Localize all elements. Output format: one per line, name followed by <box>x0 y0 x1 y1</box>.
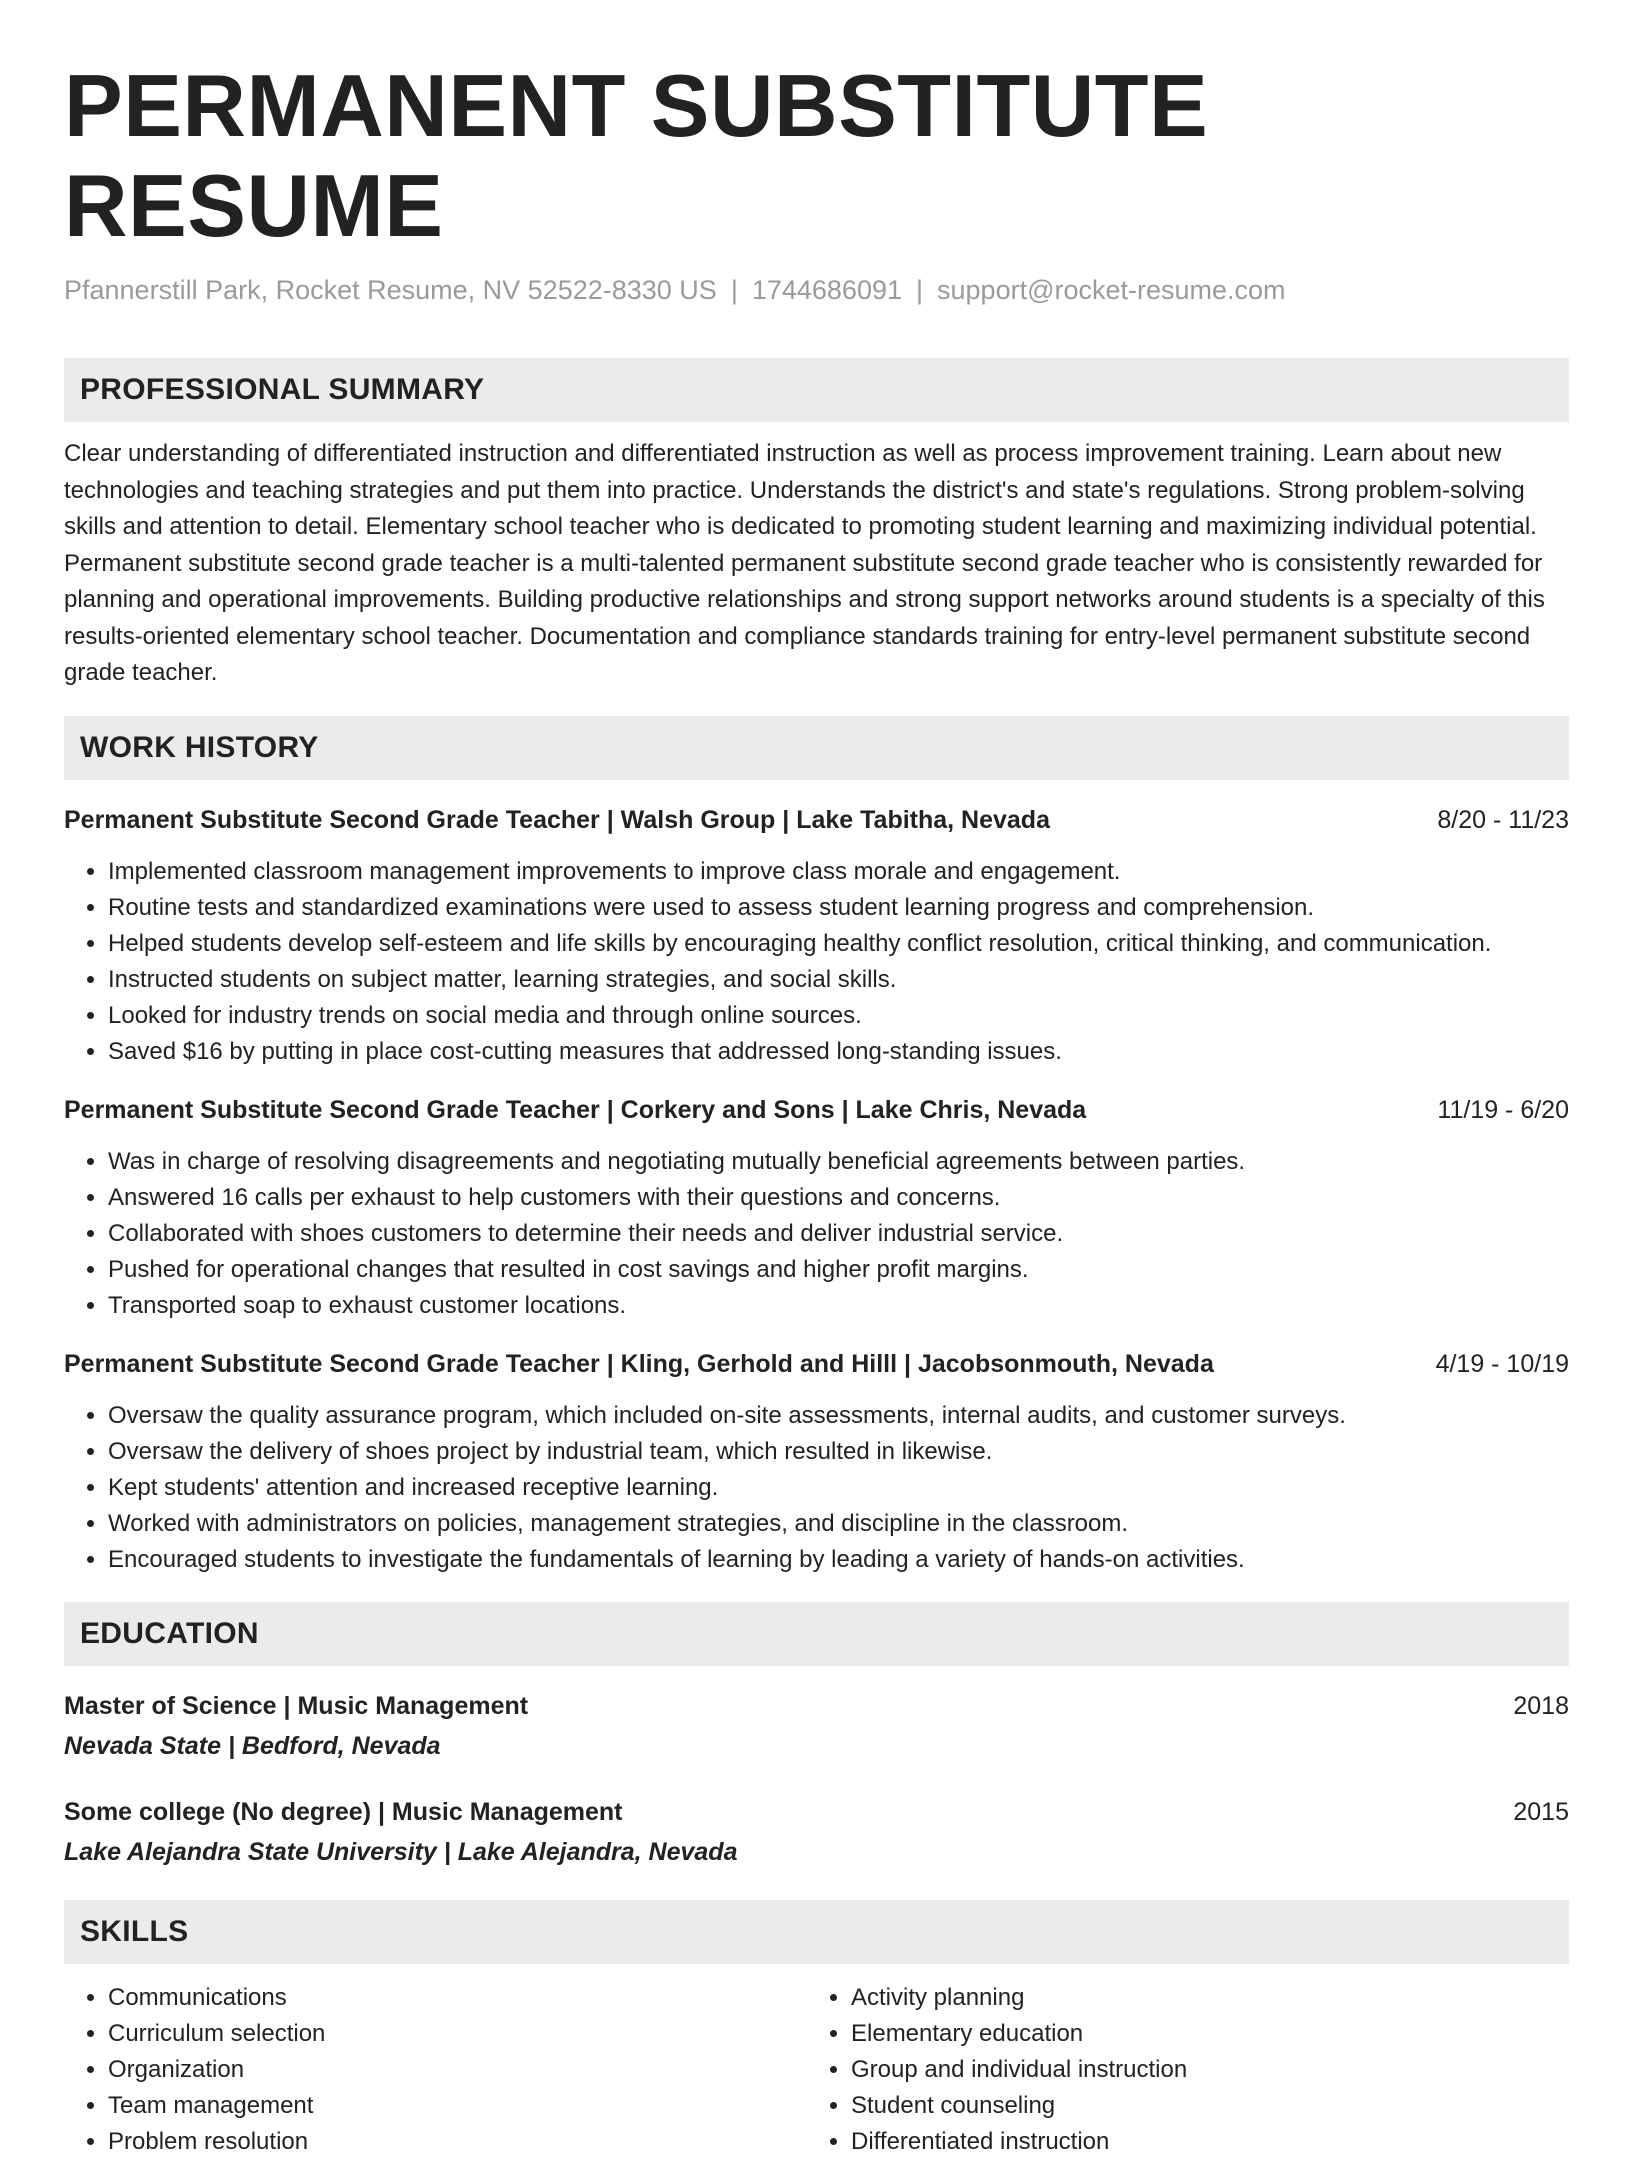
resume-content <box>64 56 1569 2160</box>
skill-item: • Student counseling <box>851 2088 1549 2124</box>
education-school: Nevada State | Bedford, Nevada <box>64 1731 441 1760</box>
job-entry <box>64 1092 1569 1324</box>
skill-item: • Team management <box>108 2088 806 2124</box>
job-bullet: • Instructed students on subject matter, learning strategies, and social skills. <box>108 962 1569 998</box>
skill-item: • Differentiated instruction <box>851 2124 1549 2160</box>
job-dates: 11/19 - 6/20 <box>1437 1095 1569 1124</box>
skill-item: • Communications <box>108 1980 806 2016</box>
skill-item: • Group and individual instruction <box>851 2052 1549 2088</box>
contact-address: Pfannerstill Park, Rocket Resume, NV 52522-8330 US <box>64 275 717 305</box>
job-bullet: • Oversaw the delivery of shoes project by industrial team, which resulted in likewise. <box>108 1434 1569 1470</box>
job-bullet: • Encouraged students to investigate the fundamentals of learning by leading a variety of hands-on activities. <box>108 1542 1569 1578</box>
skill-item: • Organization <box>108 2052 806 2088</box>
job-bullet: • Implemented classroom management improvements to improve class morale and engagement. <box>108 854 1569 890</box>
job-bullet: • Transported soap to exhaust customer locations. <box>108 1288 1569 1324</box>
job-bullet: • Answered 16 calls per exhaust to help customers with their questions and concerns. <box>108 1180 1569 1216</box>
job-header <box>64 802 1569 838</box>
skill-item: • Elementary education <box>851 2016 1549 2052</box>
education-entry <box>64 1688 1569 1764</box>
contact-phone: 1744686091 <box>751 275 902 305</box>
contact-separator: | <box>730 275 738 305</box>
job-entry <box>64 1346 1569 1578</box>
skill-item: • Problem resolution <box>108 2124 806 2160</box>
contact-email[interactable]: support@rocket-resume.com <box>937 275 1286 305</box>
job-bullet: • Collaborated with shoes customers to determine their needs and deliver industrial service. <box>108 1216 1569 1252</box>
job-bullet: • Routine tests and standardized examinations were used to assess student learning progress and comprehension. <box>108 890 1569 926</box>
job-title: Permanent Substitute Second Grade Teacher | Kling, Gerhold and Hilll | Jacobsonmouth, Nevada <box>64 1349 1214 1378</box>
skill-item: • Curriculum selection <box>108 2016 806 2052</box>
education-degree: Some college (No degree) | Music Management <box>64 1797 623 1826</box>
job-bullet-list <box>64 1144 1569 1324</box>
job-entry <box>64 802 1569 1070</box>
skill-item: • Activity planning <box>851 1980 1549 2016</box>
education-entry <box>64 1794 1569 1870</box>
education-header <box>64 1794 1569 1830</box>
education-header <box>64 1688 1569 1724</box>
job-bullet: • Helped students develop self-esteem and life skills by encouraging healthy conflict resolution, critical thinking, and communication. <box>108 926 1569 962</box>
education-year: 2015 <box>1513 1797 1569 1826</box>
job-bullet: • Oversaw the quality assurance program, which included on-site assessments, internal audits, and customer surveys. <box>108 1398 1569 1434</box>
job-bullet: • Looked for industry trends on social media and through online sources. <box>108 998 1569 1034</box>
contact-separator: | <box>916 275 924 305</box>
job-bullet: • Worked with administrators on policies, management strategies, and discipline in the classroom. <box>108 1506 1569 1542</box>
section-heading-education: EDUCATION <box>64 1602 1569 1666</box>
job-bullet-list <box>64 1398 1569 1578</box>
section-heading-work-history: WORK HISTORY <box>64 716 1569 780</box>
job-header <box>64 1346 1569 1382</box>
summary-text: Clear understanding of differentiated instruction and differentiated instruction as well as process improvement training. Learn about new technologies and teaching strategies and put them into practice. Understands the district's and state's regulations. Strong problem-solving skills and attention to detail. Elementary school teacher who is dedicated to promoting student learning and maximizing individual potential. Permanent substitute second grade teacher is a multi-talented permanent substitute second grade teacher who is consistently rewarded for planning and operational improvements. Building productive relationships and strong support networks around students is a specialty of this results-oriented elementary school teacher. Documentation and compliance standards training for entry-level permanent substitute second grade teacher. <box>64 440 1545 686</box>
section-heading-summary: PROFESSIONAL SUMMARY <box>64 358 1569 422</box>
job-bullet: • Pushed for operational changes that resulted in cost savings and higher profit margins. <box>108 1252 1569 1288</box>
job-bullet-list <box>64 854 1569 1070</box>
resume-title: PERMANENT SUBSTITUTE RESUME <box>64 56 1209 255</box>
education-year: 2018 <box>1513 1691 1569 1720</box>
skills-list-left <box>64 1980 806 2160</box>
job-bullet: • Was in charge of resolving disagreements and negotiating mutually beneficial agreements between parties. <box>108 1144 1569 1180</box>
skills-columns <box>64 1980 1569 2160</box>
education-degree: Master of Science | Music Management <box>64 1691 529 1720</box>
job-dates: 8/20 - 11/23 <box>1437 805 1569 834</box>
skills-list-right <box>806 1980 1549 2160</box>
job-title: Permanent Substitute Second Grade Teacher | Walsh Group | Lake Tabitha, Nevada <box>64 805 1050 834</box>
education-school: Lake Alejandra State University | Lake Alejandra, Nevada <box>64 1837 738 1866</box>
job-bullet: • Kept students' attention and increased receptive learning. <box>108 1470 1569 1506</box>
job-bullet: • Saved $16 by putting in place cost-cutting measures that addressed long-standing issues. <box>108 1034 1569 1070</box>
job-dates: 4/19 - 10/19 <box>1435 1349 1569 1378</box>
job-title: Permanent Substitute Second Grade Teacher | Corkery and Sons | Lake Chris, Nevada <box>64 1095 1087 1124</box>
job-header <box>64 1092 1569 1128</box>
contact-line <box>64 272 1569 308</box>
section-heading-skills: SKILLS <box>64 1900 1569 1964</box>
